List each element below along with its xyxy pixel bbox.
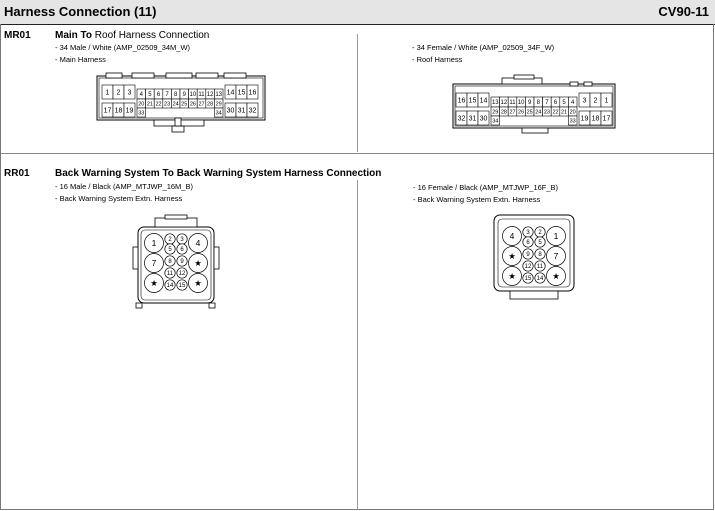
pin-number: 5 [168,247,172,254]
pin-number: 30 [479,115,488,123]
pin-cell [163,99,172,108]
pin-number: 20 [569,109,576,116]
pin-cell [214,108,223,117]
pin-number: 10 [189,92,197,99]
pin-number: 6 [156,92,161,99]
pin-number: 28 [500,109,507,116]
pin-cell [189,99,198,108]
pin-number: 2 [116,89,121,97]
section-title-rest: Roof Harness Connection [92,30,210,41]
pin-number: 7 [545,100,549,107]
pin-cell [171,99,180,108]
pin-number: 1 [553,231,559,242]
pin-cell [579,93,590,107]
pin-cell [478,93,489,107]
section-title-mr01 [55,30,209,41]
connector-34-pin-female [452,78,616,138]
pin-number: 4 [509,231,515,242]
pin-cell [478,111,489,125]
pin-number: ★ [194,278,202,289]
pin-number: 1 [151,238,157,249]
pin-cavity [503,267,522,286]
pin-number: 13 [215,92,223,99]
pin-number: 25 [526,109,533,116]
pin-cell [137,99,146,108]
pin-number: 9 [526,252,530,259]
pin-cell [491,97,500,107]
pin-cell [206,99,215,108]
pin-number: 27 [509,109,516,116]
pin-cell [500,107,509,116]
pin-number: 31 [237,107,246,115]
pin-cavity [535,227,545,237]
pin-number: ★ [552,271,560,282]
page-title: Harness Connection (11) [4,4,157,19]
pin-cell [247,103,258,117]
pin-cavity [547,267,566,286]
pin-number: 4 [139,92,143,99]
pin-cell [543,107,552,116]
pin-cell [214,99,223,108]
pin-cavity [189,274,208,293]
pin-cell [154,99,163,108]
pin-number: 6 [180,247,184,254]
pin-cell [543,97,552,107]
pin-number: 12 [524,264,532,271]
pin-cell [113,85,124,99]
pin-cell [590,93,601,107]
pin-number: 6 [526,240,530,247]
document-code: CV90-11 [658,4,709,19]
pin-number: 3 [526,230,530,237]
pin-cell [124,103,135,117]
pin-cell [102,103,113,117]
pin-number: 12 [206,92,214,99]
pin-number: 8 [536,100,540,107]
pin-number: 26 [518,109,525,116]
pin-number: 2 [168,237,172,244]
pin-cavity [535,261,545,271]
pin-number: 7 [165,92,169,99]
pin-number: 3 [127,89,132,97]
pin-number: 11 [509,100,516,107]
pin-cell [568,116,577,125]
pin-number: 34 [215,110,222,117]
pin-number: 5 [562,100,566,107]
pin-number: 28 [207,101,214,108]
pin-cell [517,97,526,107]
pin-number: 16 [457,97,466,105]
pin-cell [491,116,500,125]
pin-number: 19 [125,107,134,115]
pin-cell [517,107,526,116]
pin-number: 24 [535,109,542,116]
pin-number: 22 [155,101,162,108]
pin-number: 5 [538,240,542,247]
pin-cell [137,89,146,99]
pin-cell [601,111,612,125]
pin-cell [601,93,612,107]
pin-number: 34 [492,118,499,125]
pin-number: 20 [138,101,145,108]
pin-cell [154,89,163,99]
pin-number: 10 [517,100,525,107]
pin-number: 14 [226,89,235,97]
column-divider-mr01 [357,34,358,152]
pin-number: 3 [582,97,587,105]
pin-number: 18 [114,107,123,115]
pin-number: 23 [543,109,550,116]
section-id-rr01: RR01 [4,168,30,179]
pin-cell [467,93,478,107]
pin-cavity [503,227,522,246]
pin-cell [124,85,135,99]
pin-cavity [177,256,187,266]
pin-cavity [523,249,533,259]
pin-number: 2 [593,97,598,105]
pin-number: ★ [508,251,516,262]
pin-number: 11 [198,92,205,99]
pin-cell [456,93,467,107]
pin-number: 15 [524,276,532,283]
pin-number: 17 [602,115,611,123]
pin-cell [197,89,206,99]
pin-number: 25 [181,101,188,108]
pin-cavity [145,254,164,273]
pin-number: 26 [189,101,196,108]
pin-cell [197,99,206,108]
pin-cell [508,107,517,116]
pin-cell [180,89,189,99]
pin-cell [560,97,569,107]
pin-cell [534,97,543,107]
pin-cell [146,89,155,99]
pin-number: 4 [195,238,201,249]
harness-name: - Back Warning System Extn. Harness [413,195,541,204]
pin-number: 22 [552,109,559,116]
pin-number: 18 [591,115,600,123]
connector-spec: - 34 Male / White (AMP_02509_34M_W) [55,43,191,52]
pin-number: 9 [180,259,184,266]
pin-number: 1 [105,89,110,97]
pin-cavity [145,234,164,253]
pin-number: 32 [248,107,257,115]
pin-cavity [535,249,545,259]
pin-cell [206,89,215,99]
pin-number: 16 [248,89,257,97]
pin-cell [225,103,236,117]
section-title-rr01 [55,168,381,179]
pin-number: 8 [168,259,172,266]
pin-cell [171,89,180,99]
pin-number: 30 [226,107,235,115]
pin-cell [534,107,543,116]
section-id-mr01: MR01 [4,30,31,41]
pin-number: 24 [172,101,179,108]
pin-cell [491,107,500,116]
pin-number: 14 [166,283,174,290]
pin-cell [102,85,113,99]
pin-cell [560,107,569,116]
pin-cell [236,85,247,99]
pin-cell [508,97,517,107]
pin-cell [247,85,258,99]
pin-cavity [165,280,175,290]
pin-number: 33 [138,110,145,117]
pin-cavity [165,268,175,278]
pin-cell [137,108,146,117]
pin-cell [579,111,590,125]
pin-cell [214,89,223,99]
pin-number: 1 [604,97,609,105]
connector-16-pin-male [133,215,221,310]
pin-number: 29 [492,109,499,116]
pin-number: 15 [468,97,477,105]
connector-34-pin-male [96,73,266,133]
pin-cell [180,99,189,108]
pin-cavity [547,247,566,266]
pin-number: 13 [491,100,499,107]
connector-spec: - 16 Male / Black (AMP_MTJWP_16M_B) [55,182,193,191]
pin-cavity [535,273,545,283]
pin-cavity [165,234,175,244]
section-title-bold: Main To [55,30,93,41]
pin-number: 12 [500,100,508,107]
pin-cell [551,97,560,107]
pin-number: 2 [538,230,542,237]
pin-cavity [523,227,533,237]
pin-number: 11 [536,264,544,271]
pin-cavity [189,234,208,253]
pin-cavity [165,244,175,254]
connector-spec: - 16 Female / Black (AMP_MTJWP_16F_B) [413,183,559,192]
pin-number: ★ [508,271,516,282]
pin-cavity [547,227,566,246]
pin-cell [146,99,155,108]
pin-cavity [177,268,187,278]
pin-cell [456,111,467,125]
pin-number: 11 [166,271,174,278]
connector-spec: - 34 Female / White (AMP_02509_34F_W) [412,43,555,52]
pin-number: 9 [182,92,186,99]
pin-number: 14 [479,97,488,105]
pin-cell [525,97,534,107]
pin-cavity [165,256,175,266]
pin-cavity [523,237,533,247]
pin-cavity [189,254,208,273]
pin-cell [189,89,198,99]
pin-number: 29 [215,101,222,108]
pin-number: 7 [553,251,559,262]
pin-cell [467,111,478,125]
pin-number: 14 [536,276,544,283]
pin-number: 5 [148,92,152,99]
section-title-bold: Back Warning System To Back Warning System Harness Connection [55,168,382,179]
pin-number: 7 [151,258,157,269]
pin-number: 15 [237,89,246,97]
pin-number: 21 [561,109,568,116]
pin-number: 9 [528,100,532,107]
pin-number: 21 [146,101,153,108]
pin-cell [568,97,577,107]
pin-cavity [523,261,533,271]
harness-name: - Back Warning System Extn. Harness [55,194,183,203]
harness-name: - Main Harness [55,55,106,64]
pin-cavity [503,247,522,266]
pin-cell [163,89,172,99]
pin-cavity [145,274,164,293]
pin-number: 19 [580,115,589,123]
harness-name: - Roof Harness [412,55,463,64]
pin-number: ★ [194,258,202,269]
pin-number: ★ [150,278,158,289]
pin-number: 33 [569,118,576,125]
pin-cell [113,103,124,117]
column-divider-rr01 [357,180,358,510]
pin-cell [500,97,509,107]
pin-number: 23 [164,101,171,108]
section-divider [1,153,713,154]
pin-number: 17 [103,107,112,115]
connector-16-pin-female [492,213,577,303]
pin-number: 3 [180,237,184,244]
pin-cell [590,111,601,125]
pin-number: 31 [468,115,477,123]
pin-number: 27 [198,101,205,108]
pin-cavity [523,273,533,283]
pin-cavity [177,244,187,254]
pin-number: 15 [178,283,186,290]
pin-number: 32 [457,115,466,123]
pin-number: 6 [553,100,558,107]
page-header [0,0,715,25]
pin-cavity [177,280,187,290]
pin-cell [568,107,577,116]
pin-cavity [177,234,187,244]
pin-cell [236,103,247,117]
pin-cavity [535,237,545,247]
pin-number: 12 [178,271,186,278]
pin-number: 8 [174,92,178,99]
pin-number: 8 [538,252,542,259]
pin-number: 4 [571,100,575,107]
pin-cell [525,107,534,116]
pin-cell [551,107,560,116]
pin-cell [225,85,236,99]
